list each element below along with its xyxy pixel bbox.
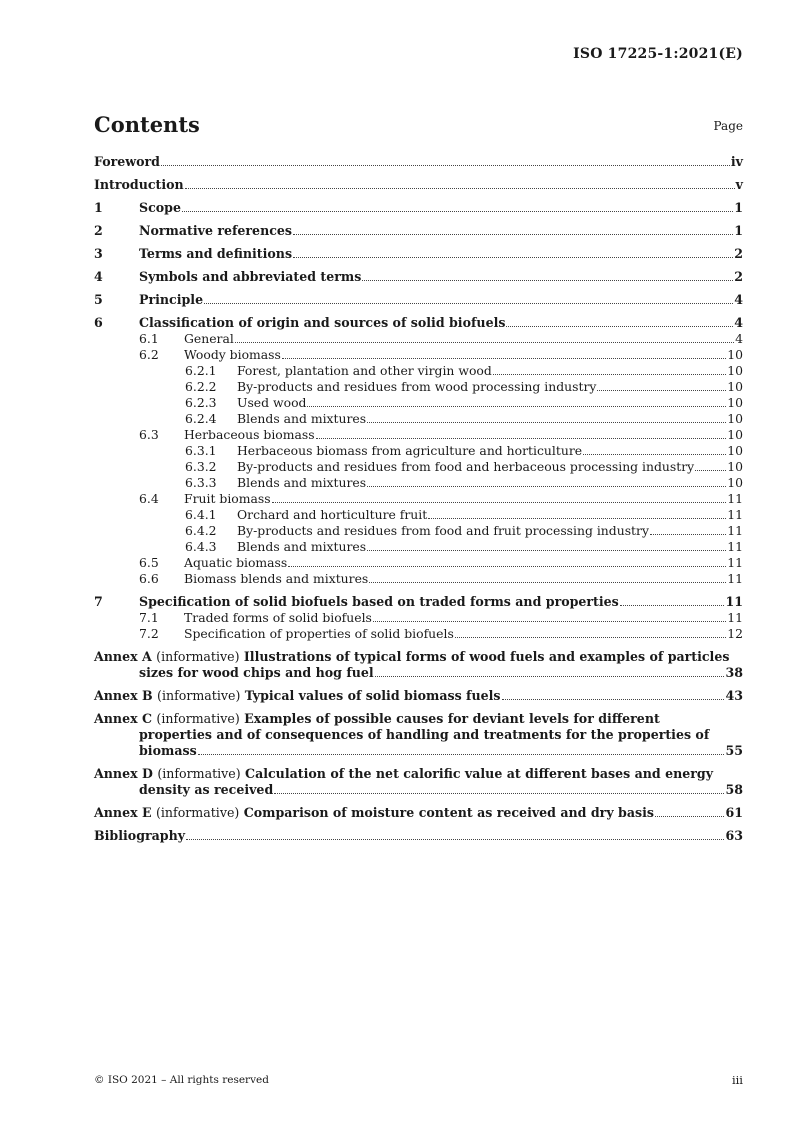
toc-title: Fruit biomass: [184, 491, 271, 506]
leader-dots: [307, 406, 726, 407]
leader-dots: [367, 550, 726, 551]
toc-entry-introduction[interactable]: [94, 177, 743, 193]
leader-dots: [369, 582, 726, 583]
toc-number: 6.4: [139, 491, 159, 506]
leader-dots: [620, 605, 725, 606]
leader-dots: [367, 486, 726, 487]
toc-entry-annex-d[interactable]: [94, 766, 743, 798]
toc-number: 6.4.1: [185, 507, 217, 522]
annex-type: (informative): [155, 805, 240, 820]
leader-dots: [316, 438, 727, 439]
toc-page: 11: [727, 507, 743, 522]
annex-type: (informative): [156, 649, 240, 664]
annex-title-line: Comparison of moisture content as received and dry basis: [243, 805, 654, 820]
toc-entry-annex-c[interactable]: [94, 711, 743, 759]
toc-page: 11: [727, 539, 743, 554]
leader-dots: [506, 326, 733, 327]
toc-title: Blends and mixtures: [237, 539, 367, 554]
toc-entry-principle[interactable]: [94, 292, 743, 308]
toc-entry-annex-e[interactable]: [94, 805, 743, 821]
annex-label: Annex D: [94, 766, 153, 781]
toc-page: 2: [734, 269, 743, 284]
toc-number: 6.2.1: [185, 363, 217, 378]
leader-dots: [198, 754, 725, 755]
toc-page: 11: [727, 571, 743, 586]
toc-title: Woody biomass: [184, 347, 281, 362]
toc-title: Traded forms of solid biofuels: [184, 610, 372, 625]
toc-entry-annex-b[interactable]: [94, 688, 743, 704]
toc-title: Bibliography: [94, 828, 186, 843]
toc-number: 6.2.3: [185, 395, 217, 410]
annex-type: (informative): [156, 711, 240, 726]
toc-entry-6-3-3[interactable]: [94, 475, 743, 491]
leader-dots: [288, 566, 726, 567]
page-number: iii: [731, 1073, 743, 1087]
toc-page: 61: [725, 805, 743, 820]
toc-entry-6-3-2[interactable]: [94, 459, 743, 475]
leader-dots: [583, 454, 726, 455]
toc-number: 7.1: [139, 610, 159, 625]
toc-number: 7: [94, 594, 103, 609]
copyright-notice: © ISO 2021 – All rights reserved: [94, 1074, 269, 1086]
toc-title: By-products and residues from food and fruit processing industry: [237, 523, 649, 538]
toc-entry-scope[interactable]: [94, 200, 743, 216]
toc-page: 11: [727, 555, 743, 570]
toc-page: 11: [727, 491, 743, 506]
toc-number: 6.6: [139, 571, 159, 586]
toc-number: 6.5: [139, 555, 159, 570]
toc-title: By-products and residues from food and herbaceous processing industry: [237, 459, 695, 474]
toc-title: Forest, plantation and other virgin wood: [237, 363, 492, 378]
leader-dots: [161, 165, 730, 166]
toc-title: Classification of origin and sources of solid biofuels: [139, 315, 506, 330]
toc-entry-6-5[interactable]: [94, 555, 743, 571]
toc-title: Blends and mixtures: [237, 411, 367, 426]
annex-title-line: density as received: [139, 782, 274, 797]
annex-title-line: Calculation of the net calorific value at different bases and energy: [245, 766, 714, 781]
toc-number: 6.4.2: [185, 523, 217, 538]
toc-title: Aquatic biomass: [184, 555, 288, 570]
leader-dots: [375, 676, 725, 677]
toc-entry-6-1[interactable]: [94, 331, 743, 347]
toc-entry-6-2-2[interactable]: [94, 379, 743, 395]
toc-entry-terms-and-definitions[interactable]: [94, 246, 743, 262]
toc-entry-symbols[interactable]: [94, 269, 743, 285]
leader-dots: [185, 188, 735, 189]
leader-dots: [597, 390, 726, 391]
toc-page: 12: [727, 626, 743, 641]
toc-title: Introduction: [94, 177, 184, 192]
toc-number: 6.2: [139, 347, 159, 362]
toc-page: 10: [727, 363, 743, 378]
toc-entry-6-4-2[interactable]: [94, 523, 743, 539]
toc-title: Symbols and abbreviated terms: [139, 269, 362, 284]
leader-dots: [362, 280, 733, 281]
page-column-label: Page: [713, 119, 743, 133]
table-of-contents: [94, 154, 743, 844]
toc-page: 2: [734, 246, 743, 261]
leader-dots: [235, 342, 734, 343]
toc-entry-6-4-3[interactable]: [94, 539, 743, 555]
toc-entry-specification[interactable]: [94, 594, 743, 610]
leader-dots: [650, 534, 726, 535]
leader-dots: [695, 470, 726, 471]
toc-number: 6.1: [139, 331, 159, 346]
toc-entry-foreword[interactable]: [94, 154, 743, 170]
toc-number: 1: [94, 200, 103, 215]
toc-entry-6-2[interactable]: [94, 347, 743, 363]
toc-page: 55: [725, 743, 743, 758]
leader-dots: [655, 816, 725, 817]
toc-entry-6-2-3[interactable]: [94, 395, 743, 411]
annex-label: Annex B: [94, 688, 153, 703]
toc-entry-6-2-4[interactable]: [94, 411, 743, 427]
annex-label: Annex C: [94, 711, 153, 726]
toc-entry-6-4-1[interactable]: [94, 507, 743, 523]
toc-page: 43: [725, 688, 743, 703]
toc-page: 63: [725, 828, 743, 843]
leader-dots: [282, 358, 726, 359]
annex-title-line: Typical values of solid biomass fuels: [244, 688, 501, 703]
toc-entry-6-3-1[interactable]: [94, 443, 743, 459]
toc-number: 6: [94, 315, 103, 330]
toc-title: Used wood: [237, 395, 307, 410]
toc-title: Specification of solid biofuels based on traded forms and properties: [139, 594, 619, 609]
toc-page: 4: [734, 292, 743, 307]
toc-entry-6-4[interactable]: [94, 491, 743, 507]
toc-page: 10: [727, 379, 743, 394]
toc-title: Blends and mixtures: [237, 475, 367, 490]
toc-title: Specification of properties of solid biofuels: [184, 626, 454, 641]
toc-title: Normative references: [139, 223, 293, 238]
leader-dots: [274, 793, 724, 794]
toc-page: 4: [734, 315, 743, 330]
page-title: Contents: [94, 112, 200, 137]
toc-page: 10: [727, 443, 743, 458]
toc-page: v: [735, 177, 743, 192]
leader-dots: [367, 422, 726, 423]
document-id: ISO 17225-1:2021(E): [573, 46, 743, 62]
toc-entry-6-2-1[interactable]: [94, 363, 743, 379]
leader-dots: [502, 699, 725, 700]
annex-title-line: properties and of consequences of handling and treatments for the properties of: [139, 727, 710, 742]
leader-dots: [455, 637, 726, 638]
toc-title: Principle: [139, 292, 204, 307]
annex-title-line: biomass: [139, 743, 197, 758]
toc-number: 3: [94, 246, 103, 261]
toc-title: Terms and definitions: [139, 246, 293, 261]
toc-number: 6.2.4: [185, 411, 217, 426]
toc-number: 6.4.3: [185, 539, 217, 554]
toc-entry-bibliography[interactable]: [94, 828, 743, 844]
toc-page: 10: [727, 475, 743, 490]
toc-entry-normative-references[interactable]: [94, 223, 743, 239]
annex-title-line: sizes for wood chips and hog fuel: [139, 665, 374, 680]
leader-dots: [293, 234, 733, 235]
toc-number: 6.3.2: [185, 459, 217, 474]
toc-number: 6.3.1: [185, 443, 217, 458]
toc-page: 10: [727, 395, 743, 410]
toc-number: 6.3: [139, 427, 159, 442]
toc-page: 10: [727, 411, 743, 426]
toc-number: 7.2: [139, 626, 159, 641]
toc-page: 11: [727, 610, 743, 625]
leader-dots: [493, 374, 726, 375]
annex-label: Annex A: [94, 649, 152, 664]
toc-number: 6.2.2: [185, 379, 217, 394]
toc-number: 5: [94, 292, 103, 307]
toc-title: Herbaceous biomass from agriculture and horticulture: [237, 443, 583, 458]
toc-title: By-products and residues from wood processing industry: [237, 379, 597, 394]
toc-page: 10: [727, 459, 743, 474]
annex-type: (informative): [157, 766, 241, 781]
toc-page: 11: [727, 523, 743, 538]
leader-dots: [182, 211, 733, 212]
annex-type: (informative): [157, 688, 241, 703]
toc-page: 58: [725, 782, 743, 797]
leader-dots: [186, 839, 724, 840]
leader-dots: [272, 502, 727, 503]
toc-title: Orchard and horticulture fruit: [237, 507, 428, 522]
leader-dots: [428, 518, 726, 519]
toc-entry-6-6[interactable]: [94, 571, 743, 587]
toc-page: 11: [725, 594, 743, 609]
toc-number: 2: [94, 223, 103, 238]
leader-dots: [373, 621, 726, 622]
toc-page: iv: [730, 154, 743, 169]
toc-page: 4: [735, 331, 743, 346]
annex-title-line: Illustrations of typical forms of wood fuels and examples of particles: [243, 649, 730, 664]
toc-number: 6.3.3: [185, 475, 217, 490]
toc-entry-7-1[interactable]: [94, 610, 743, 626]
leader-dots: [293, 257, 733, 258]
annex-label: Annex E: [94, 805, 152, 820]
toc-entry-classification[interactable]: [94, 315, 743, 331]
toc-entry-7-2[interactable]: [94, 626, 743, 642]
toc-entry-6-3[interactable]: [94, 427, 743, 443]
toc-number: 4: [94, 269, 103, 284]
toc-page: 10: [727, 427, 743, 442]
toc-title: Scope: [139, 200, 181, 215]
toc-entry-annex-a[interactable]: [94, 649, 743, 681]
toc-title: Biomass blends and mixtures: [184, 571, 369, 586]
toc-page: 10: [727, 347, 743, 362]
leader-dots: [204, 303, 733, 304]
toc-page: 1: [734, 223, 743, 238]
toc-title: Herbaceous biomass: [184, 427, 315, 442]
toc-title: General: [184, 331, 234, 346]
annex-title-line: Examples of possible causes for deviant levels for different: [244, 711, 660, 726]
toc-page: 1: [734, 200, 743, 215]
toc-page: 38: [725, 665, 743, 680]
toc-title: Foreword: [94, 154, 160, 169]
